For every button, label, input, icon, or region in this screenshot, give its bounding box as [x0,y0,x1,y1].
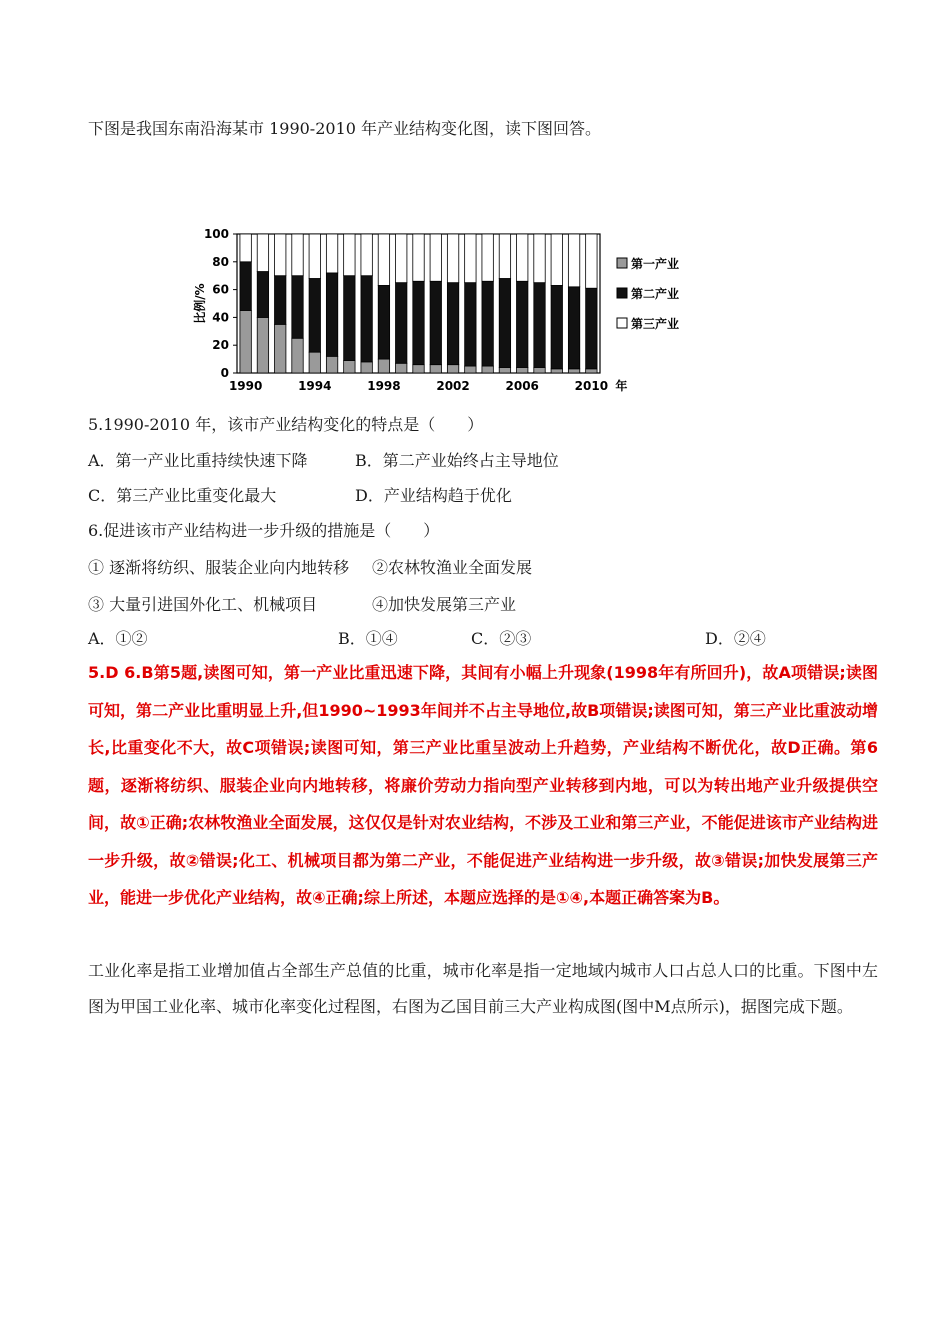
q6-item-4: ④加快发展第三产业 [372,595,517,614]
bar-1991-series-1 [257,317,268,373]
legend-swatch-2 [617,288,627,298]
q5-option-c: C．第三产业比重变化最大 [88,486,277,505]
q5-stem: 5.1990-2010 年，该市产业结构变化的特点是（ ） [88,415,484,434]
q6-option-a: A．①② [88,629,148,648]
bar-2001-series-3 [430,234,441,281]
bar-1997-series-3 [361,234,372,276]
y-tick-label: 40 [212,310,229,325]
y-tick-label: 60 [212,282,229,297]
bar-1991-series-3 [257,234,268,272]
bar-2005-series-2 [499,278,510,367]
x-tick-label: 1990 [228,379,263,393]
bar-2000-series-1 [413,365,424,373]
x-tick-label: 2006 [505,379,539,393]
bar-2007-series-1 [534,367,545,373]
bar-1999-series-1 [396,363,407,373]
bar-2000-series-2 [413,281,424,364]
bar-1990-series-3 [240,234,251,262]
bar-1998-series-3 [378,234,389,285]
bar-2009-series-1 [568,369,579,373]
bar-2004-series-1 [482,366,493,373]
q6-option-d: D．②④ [705,629,766,648]
bar-2005-series-3 [499,234,510,278]
y-tick-label: 0 [220,366,229,380]
bar-1993-series-3 [292,234,303,276]
bar-1998-series-2 [378,285,389,359]
x-axis-unit: 年 [615,379,628,393]
bar-2008-series-1 [551,369,562,373]
y-tick-label: 20 [212,338,229,353]
bar-2006-series-3 [517,234,528,281]
answer-explanation: 5.D 6.B第5题,读图可知，第一产业比重迅速下降，其间有小幅上升现象(1998年有所回升)，故A项错误;读图可知，第二产业比重明显上升,但1990~1993年间并不占主导地位,故B项错误;读图可知，第三产业比重波动增长,比重变化不大，故C项错误;读图可知，第三产业比重呈波动上升趋势，产业结构不断优化，故D正确。第6题，逐渐将纺织、服装企业向内地转移，将廉价劳动力指向型产业转移到内地，可以为转出地产业升级提供空间，故①正确;农林牧渔业全面发展，这仅仅是针对农业结构，不涉及工业和第三产业，不能促进该市产业结构进一步升级，故②错误;化工、机械项目都为第二产业，不能促进产业结构进一步升级，故③错误;加快发展第三产业，能进一步优化产业结构，故④正确;综上所述，本题应选择的是①④,本题正确答案为B。 [88,663,878,907]
bar-1992-series-2 [275,276,286,325]
bar-1992-series-3 [275,234,286,276]
bar-2005-series-1 [499,367,510,373]
bar-2010-series-1 [586,369,597,373]
bar-1995-series-1 [326,356,337,373]
bar-1996-series-1 [344,360,355,373]
bar-1997-series-1 [361,362,372,373]
y-axis-label: 比例/% [193,283,207,324]
q5-option-b: B．第二产业始终占主导地位 [355,451,559,470]
bar-1995-series-2 [326,273,337,356]
legend-label-2: 第二产业 [631,287,680,301]
bar-2001-series-2 [430,281,441,364]
bar-1994-series-1 [309,352,320,373]
bar-2006-series-1 [517,367,528,373]
bar-1996-series-3 [344,234,355,276]
bar-2002-series-3 [447,234,458,283]
bar-1997-series-2 [361,276,372,362]
bar-2009-series-2 [568,287,579,369]
bar-1999-series-2 [396,283,407,364]
legend-label-3: 第三产业 [631,317,680,331]
bar-2009-series-3 [568,234,579,287]
x-tick-label: 1998 [367,379,401,393]
bar-2007-series-3 [534,234,545,283]
q6-option-c: C．②③ [471,629,532,648]
q6-option-b: B．①④ [338,629,398,648]
bar-2000-series-3 [413,234,424,281]
q5-option-a: A．第一产业比重持续快速下降 [88,451,308,470]
legend-label-1: 第一产业 [631,257,680,271]
bar-1995-series-3 [326,234,337,273]
bar-2002-series-2 [447,283,458,365]
x-tick-label: 1994 [298,379,332,393]
bar-1992-series-1 [275,324,286,373]
bar-2008-series-3 [551,234,562,285]
bar-2003-series-3 [465,234,476,283]
bar-2004-series-2 [482,281,493,366]
q6-item-2: ②农林牧渔业全面发展 [372,558,533,577]
next-passage: 工业化率是指工业增加值占全部生产总值的比重，城市化率是指一定地域内城市人口占总人口的比重。下图中左图为甲国工业化率、城市化率变化过程图，右图为乙国目前三大产业构成图(图中M点所示)，据图完成下题。 [88,961,878,1016]
legend-swatch-3 [617,318,627,328]
bar-1994-series-3 [309,234,320,278]
bar-2003-series-1 [465,366,476,373]
legend-swatch-1 [617,258,627,268]
q6-item-1: ① 逐渐将纺织、服装企业向内地转移 [88,558,350,577]
y-tick-label: 100 [203,227,229,241]
bar-1990-series-2 [240,262,251,311]
bar-2006-series-2 [517,281,528,367]
bar-1993-series-1 [292,338,303,373]
bar-1994-series-2 [309,278,320,352]
bar-2010-series-3 [586,234,597,288]
x-tick-label: 2010 [574,379,609,393]
industry-structure-chart [190,220,710,400]
bar-1991-series-2 [257,272,268,318]
bar-2008-series-2 [551,285,562,368]
bar-2003-series-2 [465,283,476,366]
bar-2007-series-2 [534,283,545,368]
q6-stem: 6.促进该市产业结构进一步升级的措施是（ ） [88,521,440,540]
bar-2010-series-2 [586,288,597,369]
y-tick-label: 80 [212,254,229,269]
bar-1999-series-3 [396,234,407,283]
bar-1993-series-2 [292,276,303,339]
bar-2004-series-3 [482,234,493,281]
bar-2001-series-1 [430,365,441,373]
bar-1998-series-1 [378,359,389,373]
intro-text: 下图是我国东南沿海某市 1990-2010 年产业结构变化图，读下图回答。 [88,119,602,138]
bar-1996-series-2 [344,276,355,361]
q5-option-d: D．产业结构趋于优化 [355,486,512,505]
x-tick-label: 2002 [436,379,470,393]
bar-2002-series-1 [447,365,458,373]
q6-item-3: ③ 大量引进国外化工、机械项目 [88,595,318,614]
bar-1990-series-1 [240,310,251,373]
